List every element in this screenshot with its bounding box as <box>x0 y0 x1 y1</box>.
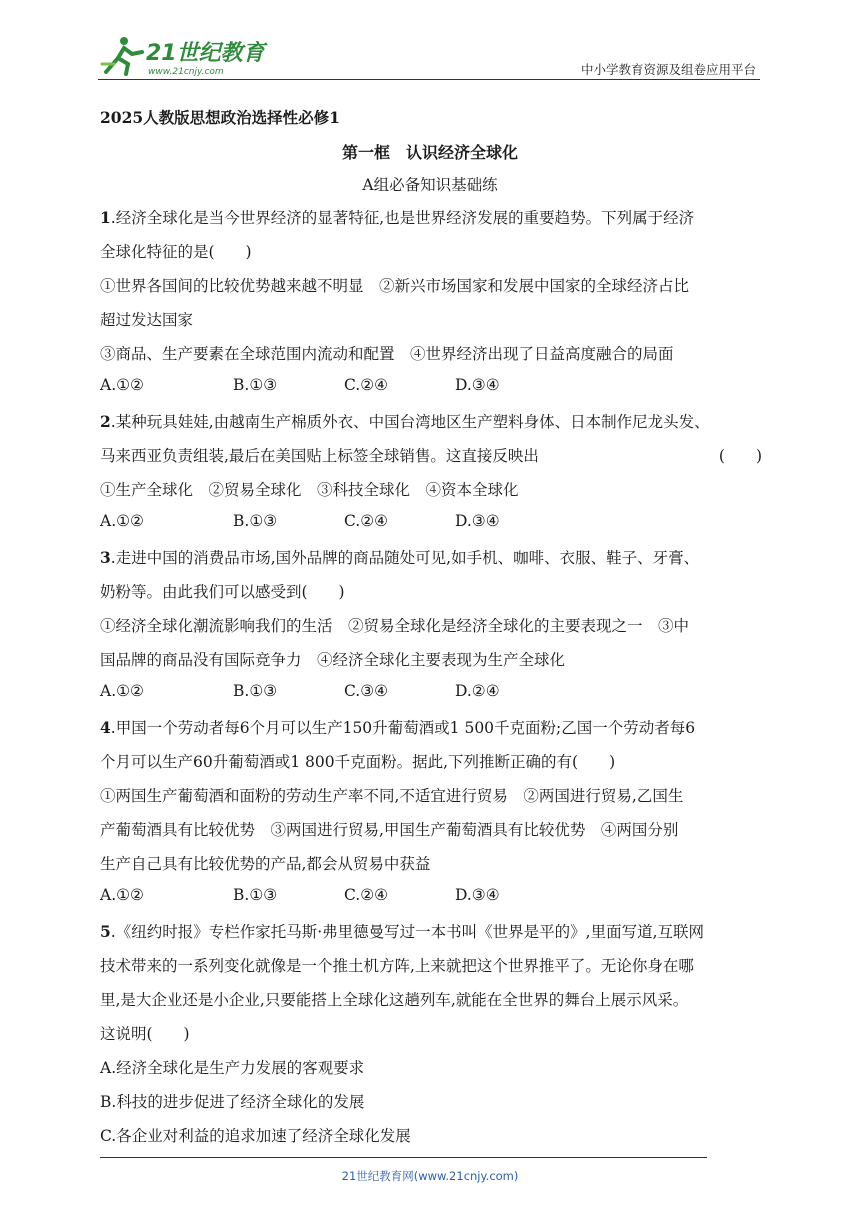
document-title: 2025人教版思想政治选择性必修1 <box>100 108 340 127</box>
q5-option-c[interactable]: C.各企业对利益的追求加速了经济全球化发展 <box>100 1127 411 1145</box>
q4-line-5: 生产自己具有比较优势的产品,都会从贸易中获益 <box>100 855 431 873</box>
q3-line-2: 奶粉等。由此我们可以感受到( ) <box>100 583 345 601</box>
q2-line-3: ①生产全球化 ②贸易全球化 ③科技全球化 ④资本全球化 <box>100 481 519 499</box>
q4-line-1: 4.甲国一个劳动者每6个月可以生产150升葡萄酒或1 500千克面粉;乙国一个劳动者每6 <box>100 718 696 737</box>
q1-option-a[interactable]: A.①② <box>100 376 144 394</box>
q1-line-1: 1.经济全球化是当今世界经济的显著特征,也是世界经济发展的重要趋势。下列属于经济 <box>100 208 695 227</box>
runner-icon <box>102 37 142 74</box>
q1-option-d[interactable]: D.③④ <box>455 376 500 394</box>
logo-url: www.21cnjy.com <box>148 67 224 77</box>
logo <box>98 34 268 78</box>
q5-option-b[interactable]: B.科技的进步促进了经济全球化的发展 <box>100 1093 365 1111</box>
q4-option-a[interactable]: A.①② <box>100 886 144 904</box>
q3-line-1: 3.走进中国的消费品市场,国外品牌的商品随处可见,如手机、咖啡、衣服、鞋子、牙膏、 <box>100 548 700 567</box>
q5-option-a[interactable]: A.经济全球化是生产力发展的客观要求 <box>100 1059 365 1077</box>
q4-option-d[interactable]: D.③④ <box>455 886 500 904</box>
q4-option-c[interactable]: C.②④ <box>344 886 389 904</box>
answer-bracket: ( ) <box>718 447 762 465</box>
q1-option-c[interactable]: C.②④ <box>344 376 389 394</box>
q2-line-2: 马来西亚负责组装,最后在美国贴上标签全球销售。这直接反映出 ( ) <box>100 444 762 466</box>
footer-divider <box>100 1157 707 1158</box>
section-title: 第一框 认识经济全球化 <box>341 143 518 162</box>
q3-option-b[interactable]: B.①③ <box>233 682 278 700</box>
page-header <box>98 30 760 80</box>
q1-line-5: ③商品、生产要素在全球范围内流动和配置 ④世界经济出现了日益高度融合的局面 <box>100 345 674 363</box>
q1-option-b[interactable]: B.①③ <box>233 376 278 394</box>
q2-option-a[interactable]: A.①② <box>100 512 144 530</box>
q3-line-4: 国品牌的商品没有国际竞争力 ④经济全球化主要表现为生产全球化 <box>100 651 566 669</box>
q3-option-a[interactable]: A.①② <box>100 682 144 700</box>
q4-line-3: ①两国生产葡萄酒和面粉的劳动生产率不同,不适宜进行贸易 ②两国进行贸易,乙国生 <box>100 787 684 805</box>
q3-option-d[interactable]: D.②④ <box>455 682 500 700</box>
q5-line-4: 这说明( ) <box>100 1025 190 1043</box>
q1-line-4: 超过发达国家 <box>100 311 194 329</box>
q4-option-b[interactable]: B.①③ <box>233 886 278 904</box>
q5-line-1: 5.《纽约时报》专栏作家托马斯·弗里德曼写过一本书叫《世界是平的》,里面写道,互联网 <box>100 922 705 941</box>
q1-line-3: ①世界各国间的比较优势越来越不明显 ②新兴市场国家和发展中国家的全球经济占比 <box>100 277 690 295</box>
q4-line-2: 个月可以生产60升葡萄酒或1 800千克面粉。据此,下列推断正确的有( ) <box>100 753 616 771</box>
q3-option-c[interactable]: C.③④ <box>344 682 389 700</box>
q2-option-d[interactable]: D.③④ <box>455 512 500 530</box>
q1-line-2: 全球化特征的是( ) <box>100 243 252 261</box>
q5-line-2: 技术带来的一系列变化就像是一个推土机方阵,上来就把这个世界推平了。无论你身在哪 <box>100 957 694 975</box>
q2-option-b[interactable]: B.①③ <box>233 512 278 530</box>
q3-line-3: ①经济全球化潮流影响我们的生活 ②贸易全球化是经济全球化的主要表现之一 ③中 <box>100 617 690 635</box>
q2-option-c[interactable]: C.②④ <box>344 512 389 530</box>
group-title: A组必备知识基础练 <box>362 176 498 194</box>
q2-line-1: 2.某种玩具娃娃,由越南生产棉质外衣、中国台湾地区生产塑料身体、日本制作尼龙头发、 <box>100 412 710 431</box>
header-divider <box>98 79 760 80</box>
q5-line-3: 里,是大企业还是小企业,只要能搭上全球化这趟列车,就能在全世界的舞台上展示风采。 <box>100 991 689 1009</box>
platform-tagline: 中小学教育资源及组卷应用平台 <box>580 62 756 77</box>
q4-line-4: 产葡萄酒具有比较优势 ③两国进行贸易,甲国生产葡萄酒具有比较优势 ④两国分别 <box>100 821 679 839</box>
footer-link[interactable]: 21世纪教育网(www.21cnjy.com) <box>341 1169 519 1183</box>
logo-text: 21世纪教育 <box>146 41 265 66</box>
